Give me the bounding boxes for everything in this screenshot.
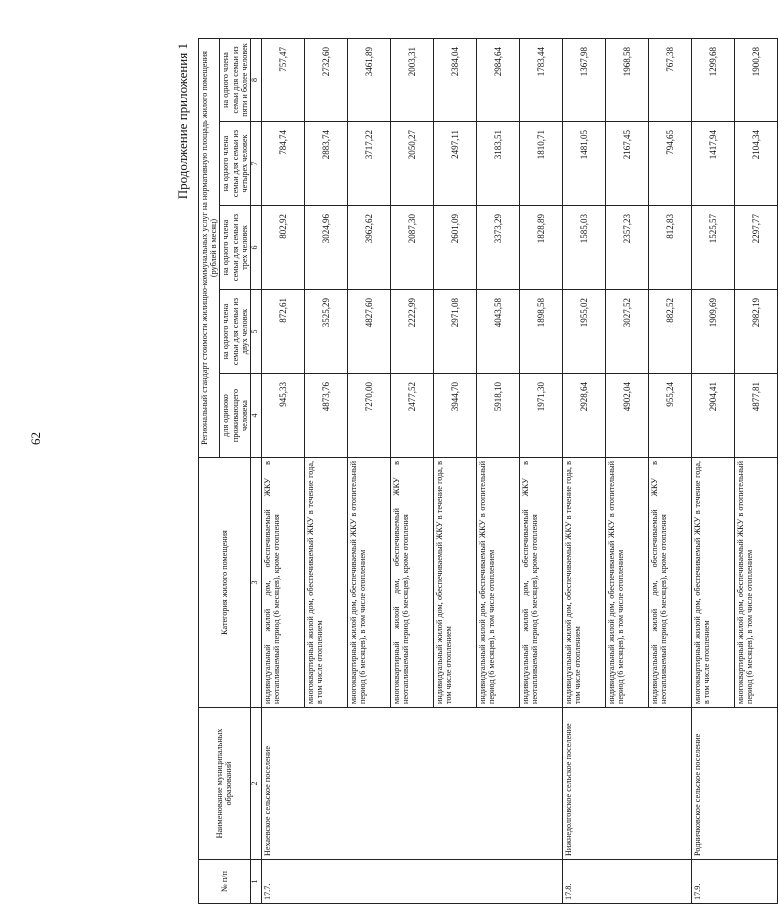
standard-value: 7270,00 bbox=[347, 374, 390, 458]
housing-category: многоквартирный жилой дом, обеспечиваемый ЖКУ в неотапливаемый период (6 месяцев), кроме отопления bbox=[390, 458, 433, 708]
standard-value: 2167,45 bbox=[605, 122, 648, 206]
column-number-5: 5 bbox=[250, 290, 261, 374]
housing-category: индивидуальный жилой дом, обеспечиваемый ЖКУ в отопительный период (6 месяцев), в том числе отоплением bbox=[605, 458, 648, 708]
standard-value: 1955,02 bbox=[562, 290, 605, 374]
standard-value: 2477,52 bbox=[390, 374, 433, 458]
standard-value: 757,47 bbox=[261, 38, 304, 121]
standard-value: 3024,96 bbox=[304, 206, 347, 290]
standard-value: 4902,04 bbox=[605, 374, 648, 458]
standard-value: 3525,29 bbox=[304, 290, 347, 374]
housing-category: многоквартирный жилой дом, обеспечиваемый ЖКУ в отопительный период (6 месяцев), в том числе отоплением bbox=[734, 458, 777, 708]
housing-category: индивидуальный жилой дом, обеспечиваемый ЖКУ в неотапливаемый период (6 месяцев), кроме отопления bbox=[648, 458, 691, 708]
standard-value: 1481,05 bbox=[562, 122, 605, 206]
standard-value: 2984,64 bbox=[476, 38, 519, 121]
housing-category: индивидуальный жилой дом, обеспечиваемый ЖКУ в течение года, в том числе отоплением bbox=[562, 458, 605, 708]
standard-value: 1828,89 bbox=[519, 206, 562, 290]
standard-value: 1299,68 bbox=[691, 38, 734, 121]
header-col6: на одного члена семьи для семьи из трех человек bbox=[220, 206, 251, 290]
standard-value: 2732,60 bbox=[304, 38, 347, 121]
standard-value: 4873,76 bbox=[304, 374, 347, 458]
standard-value: 2003,31 bbox=[390, 38, 433, 121]
column-number-8: 8 bbox=[250, 38, 261, 121]
housing-category: индивидуальный жилой дом, обеспечиваемый ЖКУ в неотапливаемый период (6 месяцев), кроме отопления bbox=[261, 458, 304, 708]
rotated-page bbox=[172, 39, 761, 904]
housing-category: индивидуальный жилой дом, обеспечиваемый ЖКУ в отопительный период (6 месяцев), в том числе отоплением bbox=[476, 458, 519, 708]
column-number-4: 4 bbox=[250, 374, 261, 458]
housing-category: индивидуальный жилой дом, обеспечиваемый ЖКУ в неотапливаемый период (6 месяцев), кроме отопления bbox=[519, 458, 562, 708]
standard-value: 794,65 bbox=[648, 122, 691, 206]
standard-value: 1968,58 bbox=[605, 38, 648, 121]
standard-value: 2601,09 bbox=[433, 206, 476, 290]
standard-value: 3183,51 bbox=[476, 122, 519, 206]
group-number: 17.9. bbox=[691, 860, 777, 904]
header-col8: на одного члена семьи для семьи из пяти и более человек bbox=[220, 38, 251, 121]
standard-value: 802,92 bbox=[261, 206, 304, 290]
standard-value: 2297,77 bbox=[734, 206, 777, 290]
header-col7: на одного члена семьи для семьи из четырех человек bbox=[220, 122, 251, 206]
header-col4: для одиноко проживающего человека bbox=[220, 374, 251, 458]
standard-value: 2050,27 bbox=[390, 122, 433, 206]
standard-value: 1810,71 bbox=[519, 122, 562, 206]
standard-value: 872,61 bbox=[261, 290, 304, 374]
header-category: Категория жилого помещения bbox=[199, 458, 251, 708]
standard-value: 2222,99 bbox=[390, 290, 433, 374]
municipality-name: Родничковское сельское поселение bbox=[691, 708, 777, 860]
column-number-7: 7 bbox=[250, 122, 261, 206]
column-number-2: 2 bbox=[250, 708, 261, 860]
municipality-name: Нижнедолговское сельское поселение bbox=[562, 708, 691, 860]
group-number: 17.7. bbox=[261, 860, 562, 904]
standard-value: 1585,03 bbox=[562, 206, 605, 290]
standard-value: 784,74 bbox=[261, 122, 304, 206]
standard-value: 2904,41 bbox=[691, 374, 734, 458]
standard-value: 882,52 bbox=[648, 290, 691, 374]
standard-value: 1783,44 bbox=[519, 38, 562, 121]
standard-value: 3962,62 bbox=[347, 206, 390, 290]
standards-table bbox=[198, 38, 778, 904]
standard-value: 767,38 bbox=[648, 38, 691, 121]
header-col5: на одного члена семьи для семьи из двух человек bbox=[220, 290, 251, 374]
standard-value: 945,33 bbox=[261, 374, 304, 458]
standard-value: 2982,19 bbox=[734, 290, 777, 374]
standard-value: 1900,28 bbox=[734, 38, 777, 121]
standard-value: 4043,58 bbox=[476, 290, 519, 374]
standard-value: 4877,81 bbox=[734, 374, 777, 458]
standard-value: 2883,74 bbox=[304, 122, 347, 206]
page-number: 62 bbox=[28, 432, 43, 445]
header-municipality: Наименование муниципальных образований bbox=[199, 708, 251, 860]
standard-value: 5918,10 bbox=[476, 374, 519, 458]
housing-category: многоквартирный жилой дом, обеспечиваемый ЖКУ в отопительный период (6 месяцев), в том числе отоплением bbox=[347, 458, 390, 708]
standard-value: 1909,69 bbox=[691, 290, 734, 374]
table-row bbox=[261, 38, 304, 903]
standard-value: 2357,23 bbox=[605, 206, 648, 290]
municipality-name: Нехаевское сельское поселение bbox=[261, 708, 562, 860]
table-row bbox=[562, 38, 605, 903]
standard-value: 812,83 bbox=[648, 206, 691, 290]
standard-value: 2497,11 bbox=[433, 122, 476, 206]
standard-value: 2971,08 bbox=[433, 290, 476, 374]
standard-value: 1525,57 bbox=[691, 206, 734, 290]
column-number-6: 6 bbox=[250, 206, 261, 290]
standard-value: 2087,30 bbox=[390, 206, 433, 290]
standard-value: 2104,34 bbox=[734, 122, 777, 206]
housing-category: индивидуальный жилой дом, обеспечиваемый ЖКУ в течение года, в том числе отоплением bbox=[433, 458, 476, 708]
table-row bbox=[691, 38, 734, 903]
column-number-3: 3 bbox=[250, 458, 261, 708]
standard-value: 3717,22 bbox=[347, 122, 390, 206]
standard-value: 2384,04 bbox=[433, 38, 476, 121]
standard-value: 3944,70 bbox=[433, 374, 476, 458]
standard-value: 955,24 bbox=[648, 374, 691, 458]
standard-value: 3373,29 bbox=[476, 206, 519, 290]
table-body bbox=[261, 38, 777, 903]
housing-category: многоквартирный жилой дом, обеспечиваемый ЖКУ в течение года, в том числе отоплением bbox=[691, 458, 734, 708]
housing-category: многоквартирный жилой дом, обеспечиваемый ЖКУ в течение года, в том числе отоплением bbox=[304, 458, 347, 708]
group-number: 17.8. bbox=[562, 860, 691, 904]
standard-value: 3461,89 bbox=[347, 38, 390, 121]
header-number: № п/п bbox=[199, 860, 251, 904]
standard-value: 1971,30 bbox=[519, 374, 562, 458]
header-standard-group: Региональный стандарт стоимости жилищно-коммунальных услуг на нормативную площадь жилого помещения (рублей в месяц) bbox=[199, 38, 220, 457]
standard-value: 2928,64 bbox=[562, 374, 605, 458]
standard-value: 1367,98 bbox=[562, 38, 605, 121]
standard-value: 1417,94 bbox=[691, 122, 734, 206]
column-number-1: 1 bbox=[250, 860, 261, 904]
standard-value: 1898,58 bbox=[519, 290, 562, 374]
column-number-row bbox=[250, 38, 261, 903]
standard-value: 3027,52 bbox=[605, 290, 648, 374]
standard-value: 4827,60 bbox=[347, 290, 390, 374]
continuation-title: Продолжение приложения 1 bbox=[175, 43, 190, 200]
